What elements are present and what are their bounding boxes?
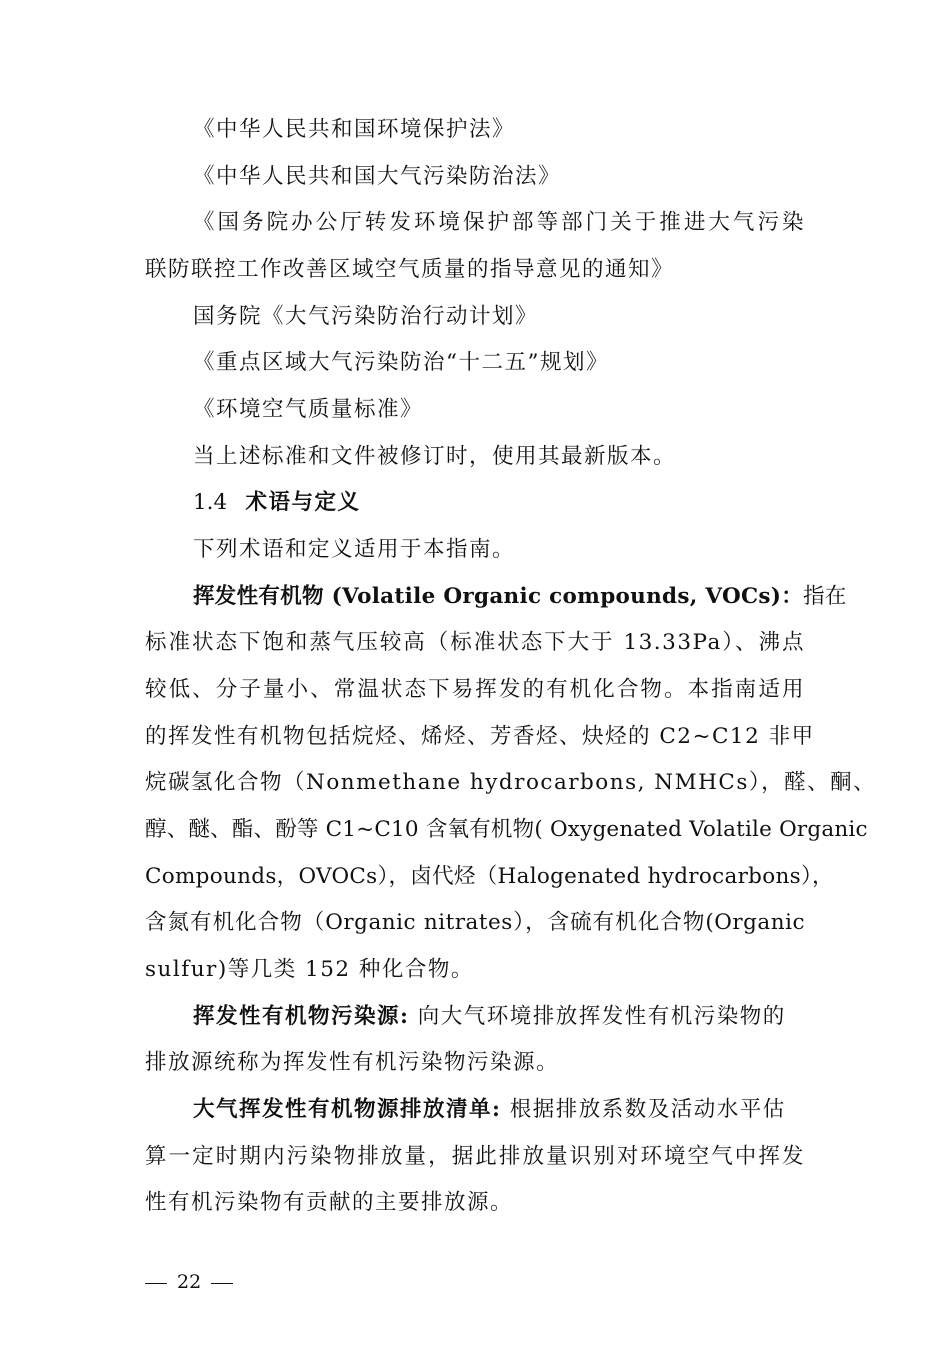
definition-text: 根据排放系数及活动水平估 [501,1097,786,1122]
intro-line: 下列术语和定义适用于本指南。 [193,537,516,562]
page-footer [145,1269,243,1295]
term-label: 挥发性有机物 (Volatile Organic compounds, VOCs)： [193,584,804,609]
section-heading [193,488,805,518]
definition-line: 算一定时期内污染物排放量，据此排放量识别对环境空气中挥发 [145,1144,805,1169]
reference-line: 国务院《大气污染防治行动计划》 [193,304,539,329]
definition-line: 性有机污染物有贡献的主要排放源。 [145,1190,514,1215]
section-title: 术语与定义 [245,490,361,515]
definition-line: 排放源统称为挥发性有机污染物污染源。 [145,1050,560,1075]
definition-text: 向大气环境排放挥发性有机污染物的 [409,1004,786,1029]
definition-line: 较低、分子量小、常温状态下易挥发的有机化合物。本指南适用 [145,677,805,702]
definition-line: 标准状态下饱和蒸气压较高（标准状态下大于 13.33Pa）、沸点 [145,630,805,655]
term-definition-first-line [193,582,847,612]
definition-line: 醇、醚、酯、酚等 C1~C10 含氧有机物( Oxygenated Volatile Organic [145,817,868,842]
definition-text: 指在 [803,584,847,609]
definition-line: Compounds，OVOCs），卤代烃（Halogenated hydrocarbons）， [145,864,834,889]
footer-dash-right [211,1283,233,1284]
term-label: 挥发性有机物污染源: [193,1004,410,1029]
reference-line: 《重点区域大气污染防治“十二五”规划》 [193,350,609,375]
definition-line: 的挥发性有机物包括烷烃、烯烃、芳香烃、炔烃的 C2~C12 非甲 [145,724,815,749]
term-definition-first-line [193,1002,805,1032]
reference-line: 联防联控工作改善区域空气质量的指导意见的通知》 [145,257,675,282]
page-number: 22 [177,1271,202,1293]
term-definition-first-line [193,1095,805,1125]
section-number: 1.4 [193,490,228,515]
reference-line: 《国务院办公厅转发环境保护部等部门关于推进大气污染 [193,210,805,235]
reference-line: 《环境空气质量标准》 [193,397,424,422]
term-label: 大气挥发性有机物源排放清单: [193,1097,502,1122]
reference-line: 《中华人民共和国环境保护法》 [193,117,516,142]
reference-line: 《中华人民共和国大气污染防治法》 [193,164,562,189]
definition-line: 含氮有机化合物（Organic nitrates），含硫有机化合物(Organic [145,910,805,935]
definition-line: sulfur)等几类 152 种化合物。 [145,957,474,982]
paragraph-line: 当上述标准和文件被修订时，使用其最新版本。 [193,444,677,469]
footer-dash-left [145,1283,167,1284]
definition-line: 烷碳氢化合物（Nonmethane hydrocarbons, NMHCs），醛、酮、 [145,770,877,795]
